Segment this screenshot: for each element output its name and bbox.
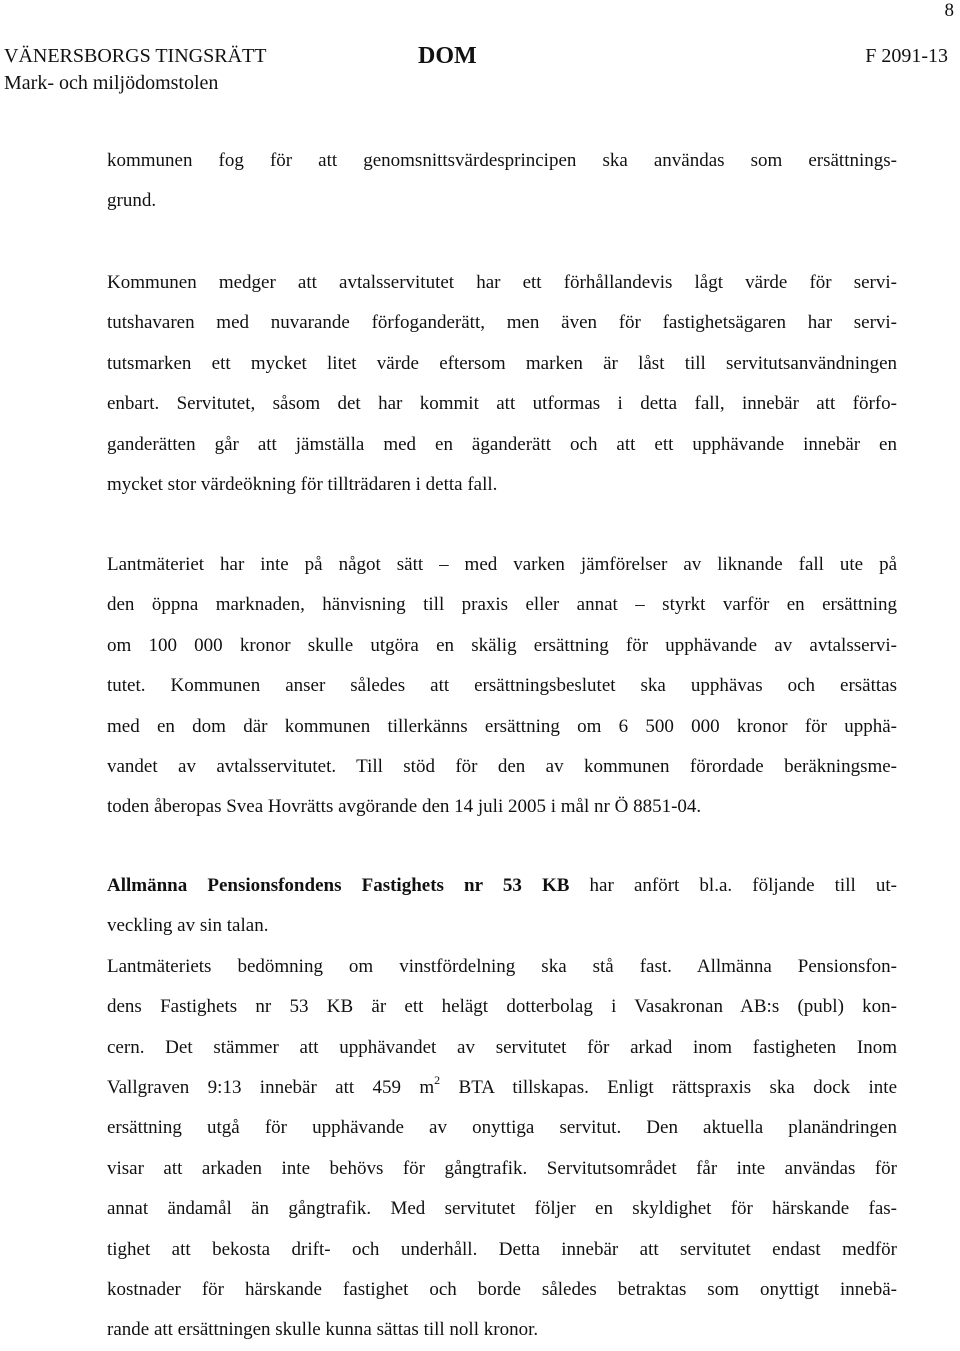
superscript: 2: [434, 1072, 441, 1087]
text-line: cern. Det stämmer att upphävandet av servitutet för arkad inom fastigheten Inom: [107, 1036, 897, 1058]
text-line: kostnader för härskande fastighet och borde således betraktas som onyttigt innebä-: [107, 1279, 897, 1301]
document-type: DOM: [418, 43, 477, 69]
text-span: BTA tillskapas. Enligt rättspraxis ska dock inte: [440, 1077, 897, 1099]
text-line: mycket stor värdeökning för tillträdaren i detta fall.: [107, 474, 498, 496]
text-line: tutet. Kommunen anser således att ersättningsbeslutet ska upphävas och ersättas: [107, 675, 897, 697]
text-line: enbart. Servitutet, såsom det har kommit att utformas i detta fall, innebär att förfo-: [107, 393, 897, 415]
text-span: har anfört bl.a. följande till ut-: [569, 875, 897, 896]
text-line: om 100 000 kronor skulle utgöra en skälig ersättning för upphävande av avtalsservi-: [107, 634, 897, 656]
court-division: Mark- och miljödomstolen: [4, 72, 219, 94]
paragraph-2: [107, 263, 897, 505]
text-span: Vallgraven 9:13 innebär att 459 m: [107, 1077, 435, 1099]
court-name: VÄNERSBORGS TINGSRÄTT: [4, 45, 267, 67]
text-line: toden åberopas Svea Hovrätts avgörande den 14 juli 2005 i mål nr Ö 8851-04.: [107, 796, 702, 818]
text-line: grund.: [107, 190, 157, 212]
text-line: ersättning utgå för upphävande av onyttiga servitut. Den aktuella planändringen: [107, 1117, 897, 1139]
text-line: veckling av sin talan.: [107, 915, 269, 937]
text-line: med en dom där kommunen tillerkänns ersättning om 6 500 000 kronor för upphä-: [107, 715, 897, 737]
page-number: 8: [944, 0, 954, 21]
text-line: tutsmarken ett mycket litet värde eftersom marken är låst till servitutsanvändningen: [107, 352, 897, 374]
paragraph-4: [107, 866, 897, 1351]
text-line: annat ändamål än gångtrafik. Med servitutet följer en skyldighet för härskande fas-: [107, 1198, 897, 1220]
text-line: dens Fastighets nr 53 KB är ett helägt dotterbolag i Vasakronan AB:s (publ) kon-: [107, 996, 897, 1018]
text-line: Lantmäteriets bedömning om vinstfördelning ska stå fast. Allmänna Pensionsfon-: [107, 955, 897, 977]
text-line: [107, 1068, 897, 1108]
text-line: vandet av avtalsservitutet. Till stöd för den av kommunen förordade beräkningsme-: [107, 756, 897, 778]
party-name: Allmänna Pensionsfondens Fastighets nr 53 KB: [107, 875, 570, 896]
text-line: kommunen fog för att genomsnittsvärdesprincipen ska användas som ersättnings-: [107, 150, 897, 171]
text-line: Kommunen medger att avtalsservitutet har ett förhållandevis lågt värde för servi-: [107, 272, 897, 293]
text-line: visar att arkaden inte behövs för gångtrafik. Servitutsområdet får inte användas för: [107, 1157, 897, 1179]
text-line: tutshavaren med nuvarande förfoganderätt, men även för fastighetsägaren har servi-: [107, 312, 897, 334]
text-line: den öppna marknaden, hänvisning till praxis eller annat – styrkt varför en ersättning: [107, 594, 897, 616]
text-line: tighet att bekosta drift- och underhåll. Detta innebär att servitutet endast medför: [107, 1238, 897, 1260]
text-line: Lantmäteriet har inte på något sätt – med varken jämförelser av liknande fall ute på: [107, 554, 897, 575]
paragraph-3: [107, 545, 897, 828]
paragraph-1: [107, 141, 897, 222]
text-line: [107, 866, 897, 906]
text-line: rande att ersättningen skulle kunna sättas till noll kronor.: [107, 1319, 539, 1341]
case-number: F 2091-13: [865, 45, 948, 67]
text-line: ganderätten går att jämställa med en äganderätt och att ett upphävande innebär en: [107, 433, 897, 455]
